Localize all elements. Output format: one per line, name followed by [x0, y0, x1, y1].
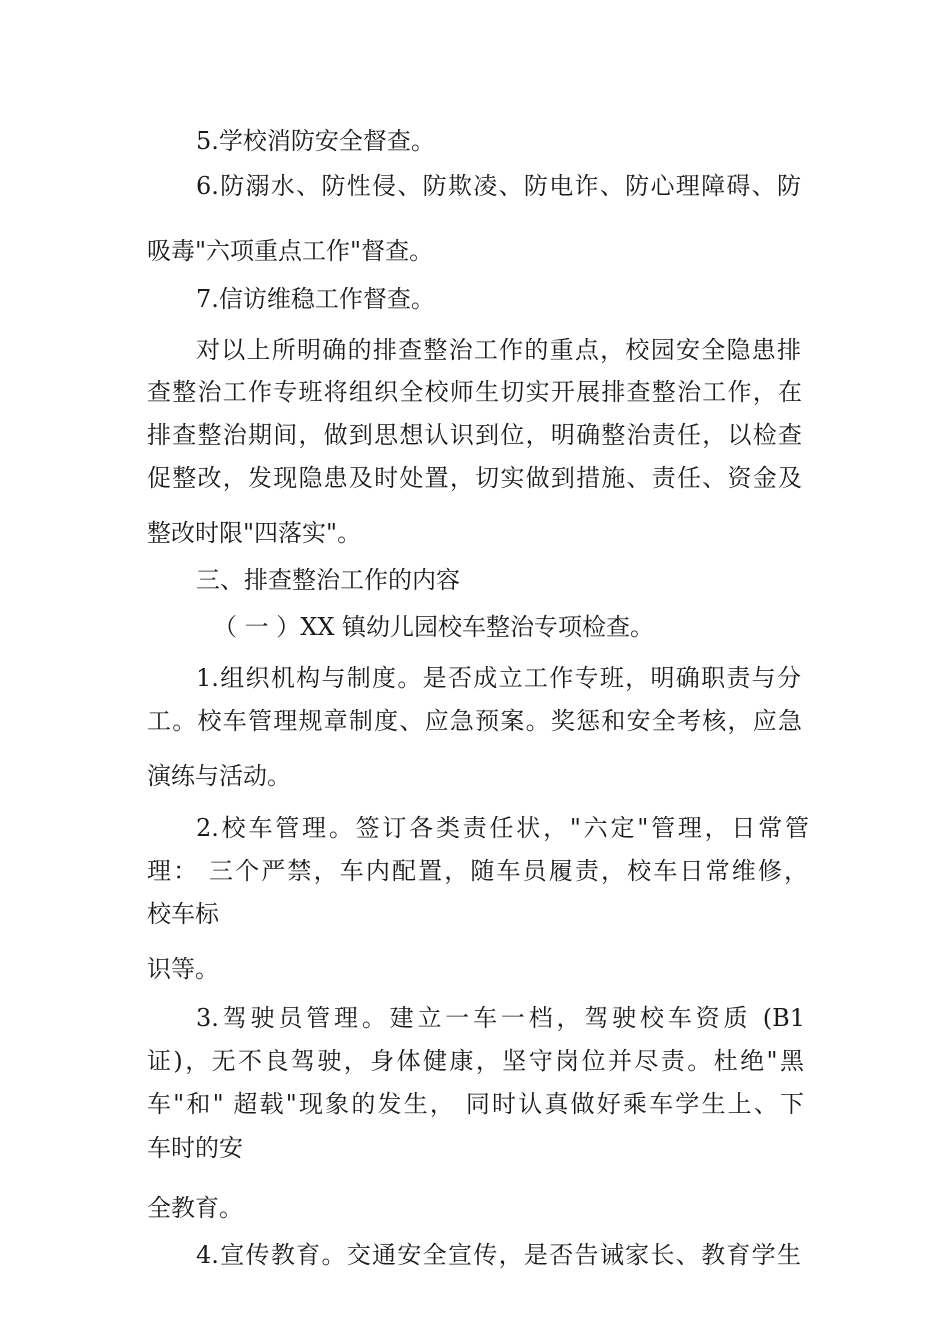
- list-item-2-line-2: 理： 三个严禁，车内配置，随车员履责，校车日常维修，: [147, 857, 808, 885]
- list-item-2-line-1: 2.校车管理。签订各类责任状，"六定"管理，日常管: [196, 814, 809, 842]
- list-item-4-line-1: 4.宣传教育。交通安全宣传，是否告诫家长、教育学生: [196, 1241, 801, 1269]
- list-item-3-line-5: 全教育。: [147, 1194, 243, 1222]
- list-item-3-line-3: 车"和" 超载"现象的发生， 同时认真做好乘车学生上、下: [147, 1090, 804, 1118]
- list-item-1-line-1: 1.组织机构与制度。是否成立工作专班，明确职责与分: [196, 664, 801, 692]
- list-item-3-line-4: 车时的安: [147, 1134, 243, 1162]
- list-item-6-line-2: 吸毒"六项重点工作"督查。: [147, 237, 434, 265]
- subsection-heading: （ 一 ）XX 镇幼儿园校车整治专项检查。: [213, 613, 655, 641]
- paragraph-line: 排查整治期间，做到思想认识到位，明确整治责任，以检查: [147, 421, 802, 449]
- list-item-3-line-1: 3.驾驶员管理。建立一车一档，驾驶校车资质 (B1: [196, 1004, 805, 1032]
- paragraph-line: 促整改，发现隐患及时处置，切实做到措施、责任、资金及: [147, 464, 802, 492]
- list-item-2-line-4: 识等。: [147, 955, 219, 983]
- paragraph-line: 对以上所明确的排查整治工作的重点，校园安全隐患排: [196, 336, 801, 364]
- paragraph-line: 整改时限"四落实"。: [147, 519, 362, 547]
- list-item-7: 7.信访维稳工作督查。: [196, 285, 435, 313]
- list-item-3-line-2: 证)，无不良驾驶，身体健康，坚守岗位并尽责。杜绝"黑: [147, 1047, 804, 1075]
- list-item-1-line-2: 工。校车管理规章制度、应急预案。奖惩和安全考核，应急: [147, 707, 802, 735]
- section-heading: 三、排查整治工作的内容: [196, 566, 460, 594]
- list-item-1-line-3: 演练与活动。: [147, 762, 291, 790]
- list-item-2-line-3: 校车标: [147, 900, 219, 928]
- list-item-6-line-1: 6.防溺水、防性侵、防欺凌、防电诈、防心理障碍、防: [196, 172, 801, 200]
- list-item-5: 5.学校消防安全督查。: [196, 127, 435, 155]
- paragraph-line: 查整治工作专班将组织全校师生切实开展排查整治工作，在: [147, 378, 802, 406]
